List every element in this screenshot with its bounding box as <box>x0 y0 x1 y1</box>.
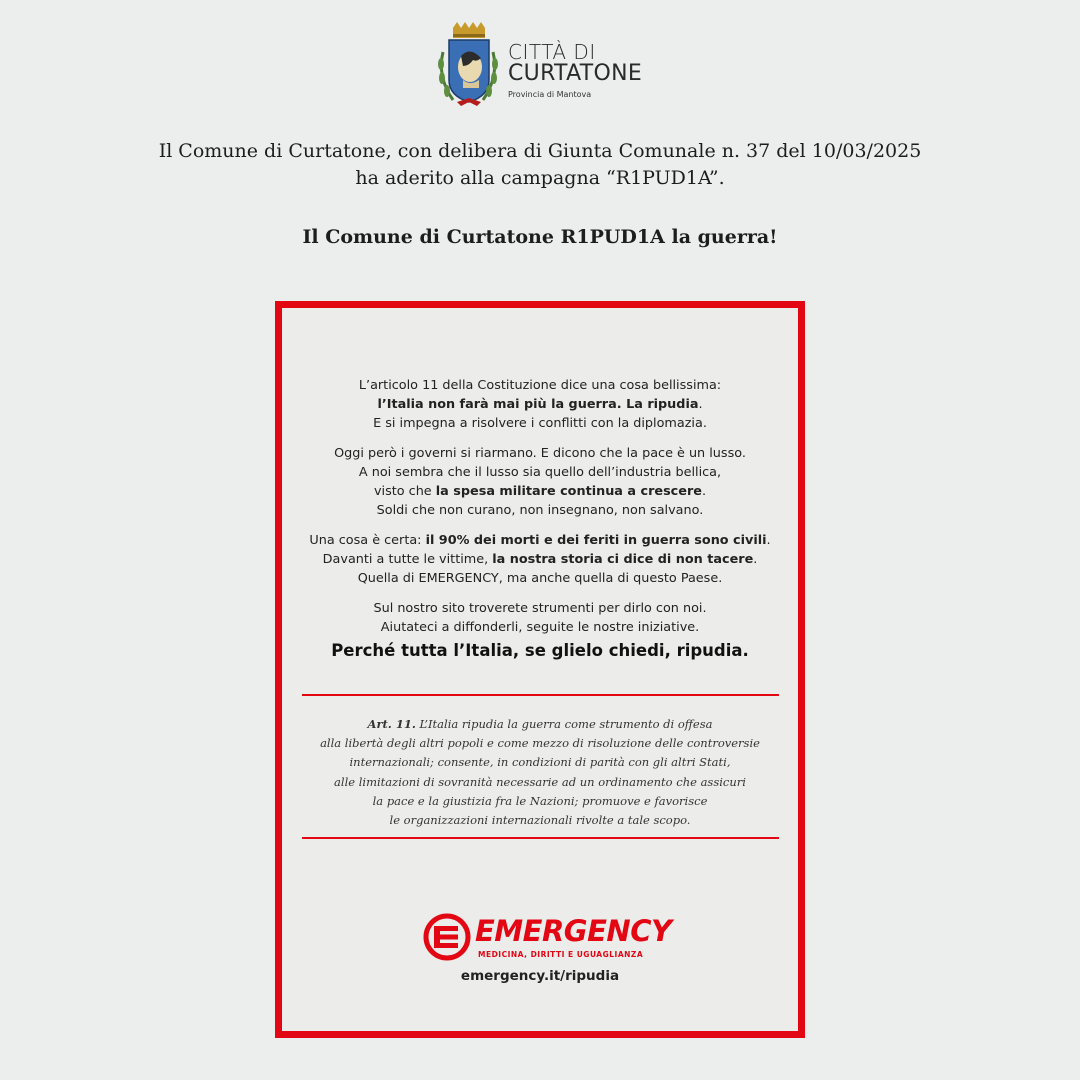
municipal-coat-of-arms-icon <box>433 22 503 108</box>
article-line4: alle limitazioni di sovranità necessarie ad un ordinamento che assicuri <box>334 774 746 789</box>
poster-p2-line4: Soldi che non curano, non insegnano, non salvano. <box>376 503 704 518</box>
intro-line1: Il Comune di Curtatone, con delibera di Giunta Comunale n. 37 del 10/03/2025 <box>158 140 922 162</box>
poster-paragraph-1 <box>282 376 798 433</box>
campaign-poster <box>275 301 805 1038</box>
poster-p3-line3: Quella di EMERGENCY, ma anche quella di questo Paese. <box>357 571 723 586</box>
poster-paragraph-4 <box>282 599 798 637</box>
city-logo <box>433 22 648 108</box>
poster-p2-line2: A noi sembra che il lusso sia quello dell’industria bellica, <box>358 465 722 480</box>
poster-p1-line2: l’Italia non farà mai più la guerra. La ripudia. <box>377 397 703 412</box>
article-line2: alla libertà degli altri popoli e come mezzo di risoluzione delle controversie <box>320 736 760 751</box>
poster-p3-line1: Una cosa è certa: il 90% dei morti e dei feriti in guerra sono civili. <box>309 533 771 548</box>
tagline: Il Comune di Curtatone R1PUD1A la guerra! <box>302 226 778 248</box>
intro-text <box>0 138 1080 192</box>
city-name-line2: CURTATONE <box>508 61 643 86</box>
poster-closing: Perché tutta l’Italia, se glielo chiedi, ripudia. <box>331 641 749 660</box>
poster-p1-line1: L’articolo 11 della Costituzione dice una cosa bellissima: <box>358 378 722 393</box>
emergency-logo <box>422 912 672 972</box>
province-label: Provincia di Mantova <box>508 90 592 99</box>
poster-p1-line3: E si impegna a risolvere i conflitti con la diplomazia. <box>373 416 707 431</box>
poster-p3-line2: Davanti a tutte le vittime, la nostra storia ci dice di non tacere. <box>322 552 758 567</box>
emergency-e-logo-icon <box>422 912 472 962</box>
red-divider-bottom <box>302 837 779 839</box>
campaign-url: emergency.it/ripudia <box>460 968 620 984</box>
poster-p4-line2: Aiutateci a diffonderli, seguite le nostre iniziative. <box>380 620 700 635</box>
poster-p2-line3: visto che la spesa militare continua a crescere. <box>373 484 707 499</box>
article-label: Art. 11. <box>367 717 416 731</box>
emergency-subtitle: MEDICINA, DIRITTI E UGUAGLIANZA <box>478 950 644 959</box>
article-line5: la pace e la giustizia fra le Nazioni; promuove e favorisce <box>372 793 708 808</box>
article-line3: internazionali; consente, in condizioni di parità con gli altri Stati, <box>349 755 731 770</box>
poster-paragraph-2 <box>282 444 798 520</box>
city-name-line1: CITTÀ DI <box>508 40 596 64</box>
poster-p2-line1: Oggi però i governi si riarmano. E dicono che la pace è un lusso. <box>334 446 746 461</box>
article-line1: Art. 11. L’Italia ripudia la guerra come strumento di offesa <box>367 717 713 731</box>
poster-p4-line1: Sul nostro sito troverete strumenti per dirlo con noi. <box>373 601 707 616</box>
article-11-quote <box>282 715 798 830</box>
article-line6: le organizzazioni internazionali rivolte a tale scopo. <box>389 813 691 828</box>
red-divider-top <box>302 694 779 696</box>
emergency-wordmark: EMERGENCY <box>475 914 672 948</box>
city-name <box>508 42 642 99</box>
poster-paragraph-3 <box>282 531 798 588</box>
poster-body <box>282 376 798 660</box>
intro-line2: ha aderito alla campagna “R1PUD1A”. <box>355 167 725 189</box>
